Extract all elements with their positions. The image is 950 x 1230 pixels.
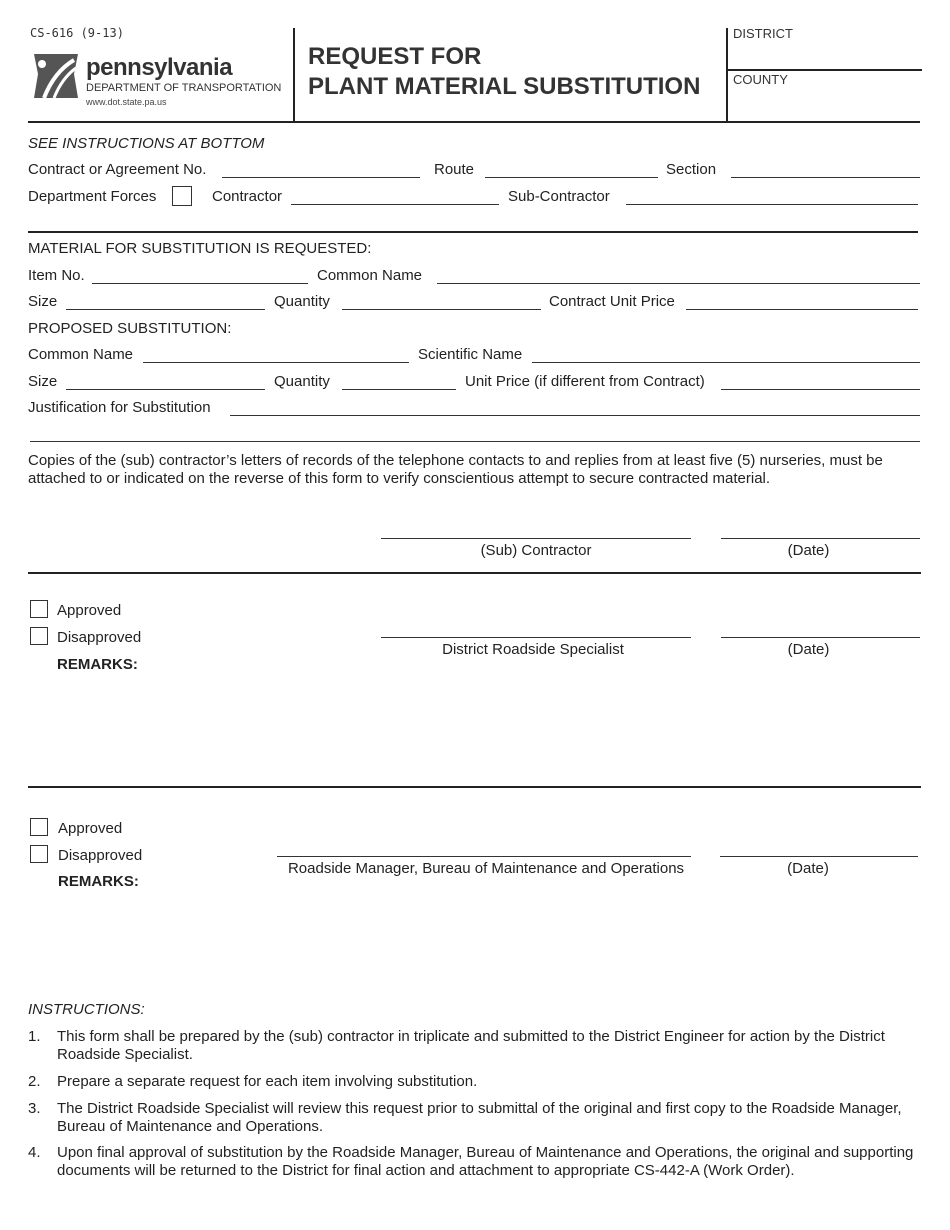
header-bottom-rule xyxy=(28,121,920,123)
instruction-text: Upon final approval of substitution by the Roadside Manager, Bureau of Maintenance and Operations, the original and supporting documents will be returned to the District for final action and attachment to appropriate CS-442-A (Work Order). xyxy=(57,1144,914,1179)
logo-wordmark: pennsylvania xyxy=(86,54,233,81)
sub-contractor-date-caption: (Date) xyxy=(787,542,830,559)
justification-field-line2[interactable] xyxy=(30,441,920,442)
copies-note: Copies of the (sub) contractor’s letters of records of the telephone contacts to and replies from at least five (5) nurseries, must be attached to or indicated on the reverse of this form to verify conscientious attempt to secure contracted material. xyxy=(28,452,883,487)
subcontractor-label: Sub-Contractor xyxy=(508,188,610,205)
item-no-label: Item No. xyxy=(28,267,85,284)
proposed-common-name-field[interactable] xyxy=(143,362,409,363)
manager-disapproved-label: Disapproved xyxy=(58,847,143,864)
subcontractor-field[interactable] xyxy=(626,204,918,205)
material-size-field[interactable] xyxy=(66,309,265,310)
proposed-heading: PROPOSED SUBSTITUTION: xyxy=(28,320,232,337)
see-instructions-note: SEE INSTRUCTIONS AT BOTTOM xyxy=(28,135,265,152)
district-specialist-signature-line[interactable] xyxy=(381,637,691,638)
header-divider-right xyxy=(726,28,728,122)
proposed-common-name-label: Common Name xyxy=(28,346,134,363)
route-label: Route xyxy=(434,161,475,178)
dept-forces-label: Department Forces xyxy=(28,188,157,205)
material-quantity-label: Quantity xyxy=(274,293,330,310)
proposed-quantity-label: Quantity xyxy=(274,373,330,390)
manager-date-line[interactable] xyxy=(720,856,918,857)
district-county-divider xyxy=(727,69,922,71)
dept-forces-checkbox[interactable] xyxy=(172,186,192,206)
district-label: DISTRICT xyxy=(733,26,793,41)
sub-contractor-date-line[interactable] xyxy=(721,538,920,539)
form-title-line2: PLANT MATERIAL SUBSTITUTION xyxy=(308,73,701,100)
manager-remarks-label: REMARKS: xyxy=(58,873,139,890)
instruction-text: Prepare a separate request for each item involving substitution. xyxy=(57,1073,478,1090)
material-heading: MATERIAL FOR SUBSTITUTION IS REQUESTED: xyxy=(28,240,372,257)
manager-disapproved-checkbox[interactable] xyxy=(30,845,48,863)
keystone-icon xyxy=(30,52,82,100)
scientific-name-field[interactable] xyxy=(532,362,920,363)
district-approved-checkbox[interactable] xyxy=(30,600,48,618)
item-no-field[interactable] xyxy=(92,283,308,284)
unit-price-field[interactable] xyxy=(721,389,920,390)
manager-date-caption: (Date) xyxy=(787,860,829,877)
instruction-number: 4. xyxy=(28,1144,41,1161)
proposed-size-field[interactable] xyxy=(66,389,265,390)
logo-department: DEPARTMENT OF TRANSPORTATION xyxy=(86,82,282,94)
district-section-rule xyxy=(28,786,921,788)
contract-no-label: Contract or Agreement No. xyxy=(28,161,207,178)
district-approved-label: Approved xyxy=(57,602,122,619)
contractor-field[interactable] xyxy=(291,204,499,205)
scientific-name-label: Scientific Name xyxy=(418,346,523,363)
unit-price-label: Unit Price (if different from Contract) xyxy=(465,373,705,390)
district-specialist-caption: District Roadside Specialist xyxy=(442,641,624,658)
instruction-number: 3. xyxy=(28,1100,41,1117)
instruction-number: 1. xyxy=(28,1028,41,1045)
district-disapproved-checkbox[interactable] xyxy=(30,627,48,645)
district-date-line[interactable] xyxy=(721,637,920,638)
county-label: COUNTY xyxy=(733,72,788,87)
manager-approved-checkbox[interactable] xyxy=(30,818,48,836)
contract-unit-price-field[interactable] xyxy=(686,309,918,310)
roadside-manager-signature-line[interactable] xyxy=(277,856,691,857)
contract-unit-price-label: Contract Unit Price xyxy=(549,293,675,310)
justification-field-line1[interactable] xyxy=(230,415,920,416)
material-common-name-field[interactable] xyxy=(437,283,920,284)
material-common-name-label: Common Name xyxy=(317,267,423,284)
material-size-label: Size xyxy=(28,293,58,310)
district-remarks-label: REMARKS: xyxy=(57,656,138,673)
contract-section-rule xyxy=(28,231,918,233)
instruction-text: This form shall be prepared by the (sub) contractor in triplicate and submitted to the District Engineer for action by the District Roadside Specialist. xyxy=(57,1028,885,1063)
justification-label: Justification for Substitution xyxy=(28,399,211,416)
section-field[interactable] xyxy=(731,177,920,178)
district-date-caption: (Date) xyxy=(787,641,830,658)
header-divider-left xyxy=(293,28,295,122)
district-disapproved-label: Disapproved xyxy=(57,629,142,646)
proposed-quantity-field[interactable] xyxy=(342,389,456,390)
sub-contractor-signature-line[interactable] xyxy=(381,538,691,539)
logo-url: www.dot.state.pa.us xyxy=(86,97,167,107)
section-label: Section xyxy=(666,161,717,178)
roadside-manager-caption: Roadside Manager, Bureau of Maintenance and Operations xyxy=(287,860,685,877)
signature-section-rule xyxy=(28,572,921,574)
material-quantity-field[interactable] xyxy=(342,309,541,310)
contract-no-field[interactable] xyxy=(222,177,420,178)
instruction-text: The District Roadside Specialist will review this request prior to submittal of the original and first copy to the Roadside Manager, Bureau of Maintenance and Operations. xyxy=(57,1100,902,1135)
form-code: CS-616 (9-13) xyxy=(30,26,124,40)
form-title-line1: REQUEST FOR xyxy=(308,43,482,70)
manager-approved-label: Approved xyxy=(58,820,123,837)
route-field[interactable] xyxy=(485,177,658,178)
proposed-size-label: Size xyxy=(28,373,58,390)
sub-contractor-caption: (Sub) Contractor xyxy=(480,542,592,559)
contractor-label: Contractor xyxy=(212,188,283,205)
instruction-number: 2. xyxy=(28,1073,41,1090)
instructions-heading: INSTRUCTIONS: xyxy=(28,1001,145,1018)
